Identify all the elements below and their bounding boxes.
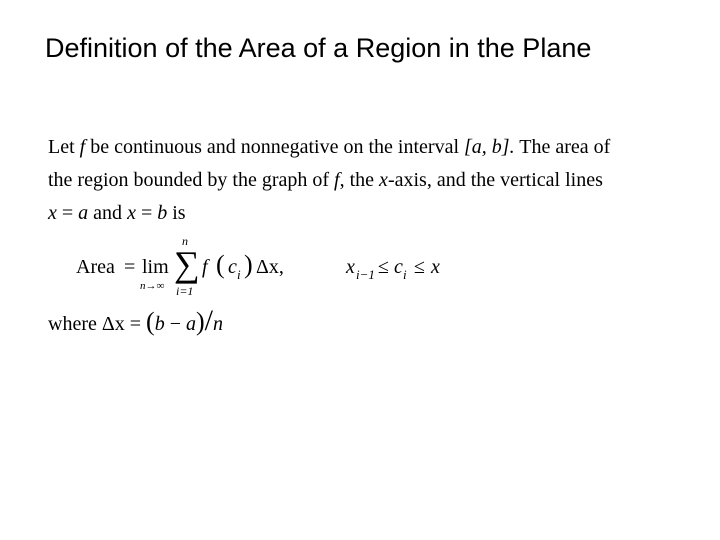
limit-subscript: n→∞ <box>140 280 165 292</box>
where-n: n <box>212 313 223 335</box>
text-axis-lines: -axis, and the vertical lines <box>387 169 603 191</box>
function-f-3: f <box>202 256 208 278</box>
where-equals: = <box>129 313 142 335</box>
right-paren: ) <box>244 250 253 279</box>
interval: [a, b]. <box>464 136 515 158</box>
function-f-2: f <box>334 169 340 191</box>
cond-x: x <box>346 256 355 278</box>
where-minus: − <box>169 313 181 335</box>
equals-2: = <box>140 202 153 224</box>
word-is: is <box>172 202 186 224</box>
delta-x: Δx, <box>256 256 284 278</box>
where-slash: / <box>204 304 213 337</box>
slide-title: Definition of the Area of a Region in the Plane <box>45 33 592 63</box>
word-where: where <box>48 313 97 335</box>
var-b: b <box>157 202 168 224</box>
area-label: Area <box>76 256 115 278</box>
comma: , <box>339 169 345 191</box>
var-x-1: x <box>48 202 57 224</box>
c-subscript: i <box>237 267 241 282</box>
word-and: and <box>93 202 123 224</box>
text-continuous: be continuous and nonnegative on the interval <box>90 136 460 158</box>
limit-operator: lim <box>142 256 169 278</box>
where-left-paren: ( <box>146 307 155 336</box>
where-a: a <box>185 313 196 335</box>
area-equals: = <box>124 256 136 278</box>
function-f: f <box>79 136 86 158</box>
var-x-2: x <box>127 202 136 224</box>
less-equal-1: ≤ <box>378 256 389 278</box>
sum-upper-limit: n <box>182 234 188 248</box>
sum-lower-limit: i=1 <box>176 284 194 298</box>
var-c: c <box>228 256 237 278</box>
var-x: x <box>379 169 388 191</box>
var-a: a <box>78 202 89 224</box>
where-right-paren: ) <box>195 307 205 336</box>
cond-c: c <box>394 256 403 278</box>
equals-1: = <box>61 202 74 224</box>
less-equal-2: ≤ <box>414 256 425 278</box>
where-delta-x: Δx <box>101 313 125 335</box>
area-formula <box>76 234 496 302</box>
text-area-of: The area of <box>519 136 611 158</box>
left-paren: ( <box>216 250 225 279</box>
word-let: Let <box>48 136 75 158</box>
summation-icon: ∑ <box>174 244 200 284</box>
text-region-bounded: the region bounded by the graph of <box>48 169 330 191</box>
cond-c-subscript: i <box>403 267 407 282</box>
cond-x-upper: x <box>431 256 440 278</box>
definition-line-2 <box>48 169 603 192</box>
cond-x-subscript: i−1 <box>356 267 375 282</box>
where-line <box>48 304 223 338</box>
where-b: b <box>154 313 165 335</box>
definition-line-1 <box>48 136 610 159</box>
definition-line-3 <box>48 202 186 225</box>
word-the: the <box>349 169 375 191</box>
